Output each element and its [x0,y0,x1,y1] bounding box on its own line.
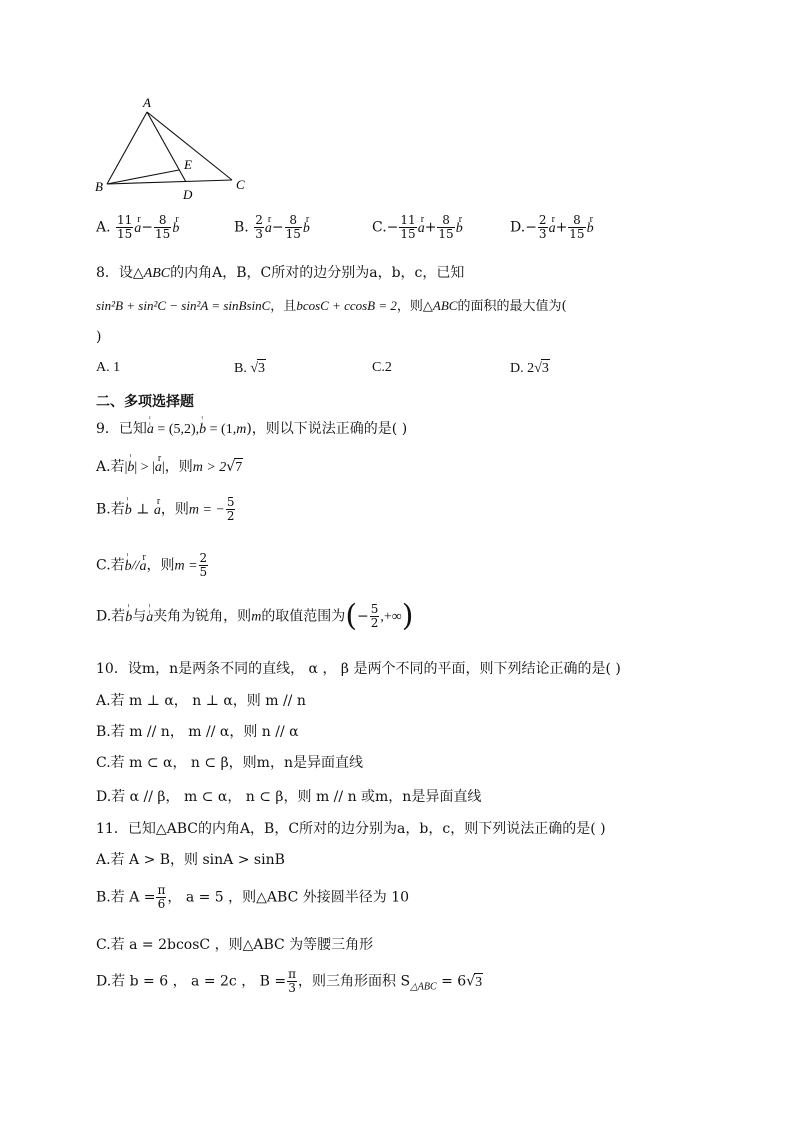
q11-option-a[interactable]: A.若 A > B，则 sinA > sinB [96,852,285,868]
q8-option-a[interactable]: A. 1 [96,360,121,375]
q11-option-d[interactable]: D.若 b = 6 ， a = 2c ， B = $\frac{\pi}{3}$ ，则三角形面积 $S_{\triangle ABC} = 6√3$ [96,967,483,995]
label-d: D [183,187,193,202]
q11-stem: 11．已知△ABC的内角A，B，C所对的边分别为a，b，c，则下列说法正确的是( ) [96,821,606,837]
label-e: E [184,157,192,172]
label-c: C [236,177,245,192]
q7-option-c[interactable]: C.− $\frac{11}{15}$ r a+ $\frac{8}{15}$ r b [372,214,463,241]
q9-option-b[interactable]: B.若¦ b ⊥ r a，则m = − $\frac{5}{2}$ [96,496,236,523]
q8-option-d[interactable]: D. 2√3 [510,361,549,376]
segment-ab [107,112,147,184]
q10-stem: 10．设m，n是两条不同的直线， α ， β 是两个不同的平面，则下列结论正确的是( ) [96,661,621,677]
q9-stem: 9．已知¦ a = (5,2),¦ b = (1,m)，则以下说法正确的是( ) [96,420,407,439]
q8-stem-line2: sin²B + sin²C − sin²A = sinBsinC，且bcosC + ccosB = 2，则△ABC的面积的最大值为( [96,298,567,314]
q8-options [96,359,716,379]
section-heading: 二、多项选择题 [96,394,194,410]
q7-option-a[interactable]: A. $\frac{11}{15}$ r a− $\frac{8}{15}$ r b [96,214,179,241]
q9-option-c[interactable]: C.若¦ b//r a，则m = $\frac{2}{5}$ [96,552,209,579]
q9-option-d[interactable]: D.若¦ b与¦ a夹角为锐角，则m的取值范围为(− $\frac{5}{2}$ ,+∞) [96,603,414,630]
q11-option-c[interactable]: C.若 a = 2bcosC ，则△ABC 为等腰三角形 [96,937,374,953]
q10-option-d[interactable]: D.若 α // β， m ⊂ α， n ⊂ β，则 m // n 或m，n是异面直线 [96,789,482,805]
q10-option-a[interactable]: A.若 m ⊥ α， n ⊥ α，则 m // n [96,693,306,709]
q8-stem-line3: ) [96,329,102,345]
q7-option-b[interactable]: B. $\frac{2}{3}$ r a− $\frac{8}{15}$ r b [234,214,310,241]
q10-option-c[interactable]: C.若 m ⊂ α， n ⊂ β，则m，n是异面直线 [96,755,363,771]
q8-stem-line1: 8．设△ABC的内角A，B，C所对的边分别为a，b，c，已知 [96,265,465,281]
label-a: A [143,95,151,110]
q7-option-d[interactable]: D.− $\frac{2}{3}$ r a+ $\frac{8}{15}$ r b [510,214,594,241]
q11-option-b[interactable]: B.若 A = $\frac{\pi}{6}$ ， a = 5 ，则△ABC 外接圆半径为 10 [96,883,410,911]
q8-option-c[interactable]: C.2 [372,360,392,375]
triangle-figure [90,92,260,207]
q9-option-a[interactable]: A.若|¦ b| > |r a|，则m > 2√7 [96,458,243,477]
q10-option-b[interactable]: B.若 m // n， m // α，则 n // α [96,724,299,740]
label-b: B [95,179,103,194]
q7-options [96,214,716,250]
segment-ad [147,112,186,182]
q8-option-b[interactable]: B. √3 [234,361,266,376]
